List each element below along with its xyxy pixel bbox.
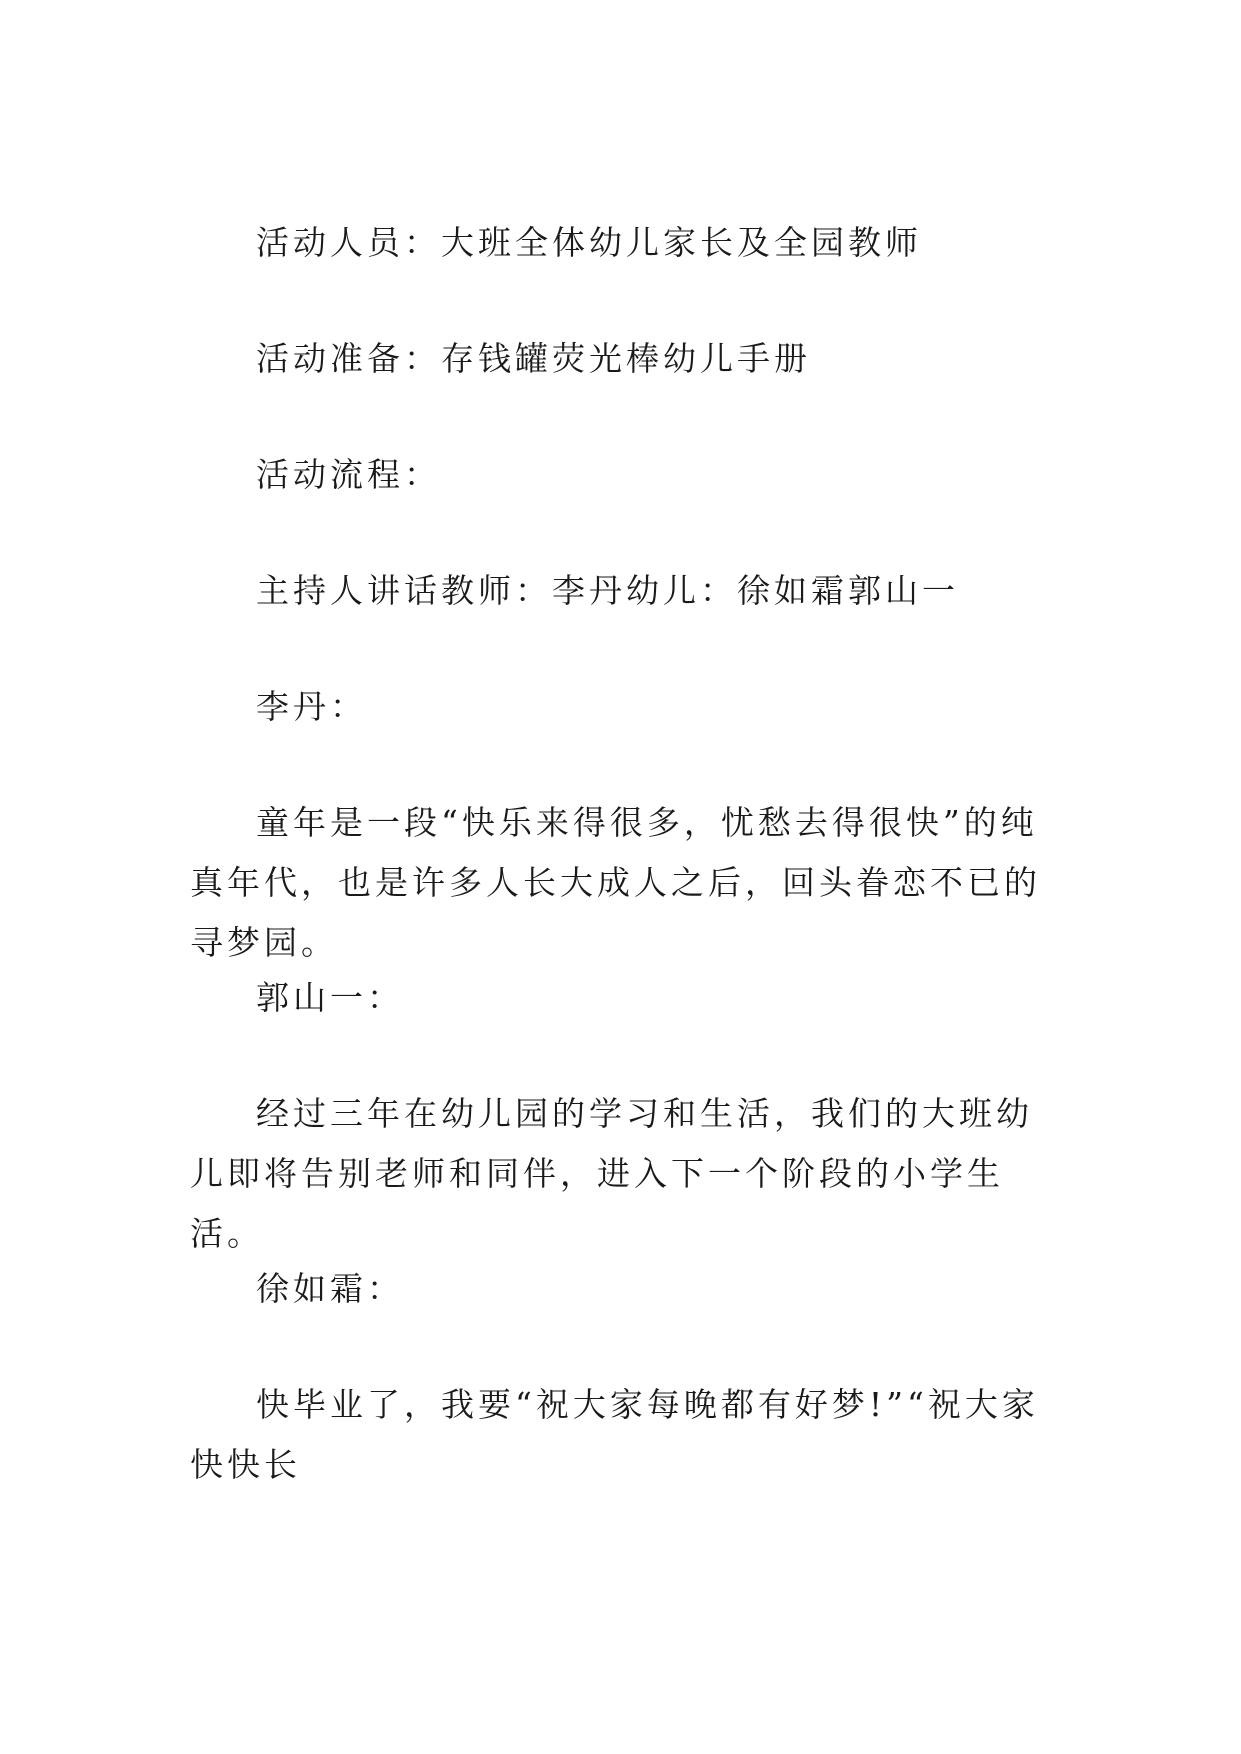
paragraph-hosts: 主持人讲话教师：李丹幼儿：徐如霜郭山一 [256, 571, 959, 610]
paragraph-xurushuang-speech: 快毕业了，我要“祝大家每晚都有好梦!”“祝大家快快长 [190, 1385, 1039, 1484]
paragraph-preparation: 活动准备：存钱罐荧光棒幼儿手册 [256, 339, 811, 378]
paragraph-guoshanyi-speech: 经过三年在幼儿园的学习和生活，我们的大班幼儿即将告别老师和同伴，进入下一个阶段的小学生活。 [190, 1094, 1033, 1253]
paragraph-process-heading: 活动流程： [256, 455, 441, 494]
speaker-label-guoshanyi: 郭山一： [256, 978, 404, 1017]
paragraph-lidan-speech: 童年是一段“快乐来得很多，忧愁去得很快”的纯真年代，也是许多人长大成人之后，回头眷恋不已的寻梦园。 [190, 803, 1041, 962]
speaker-label-lidan: 李丹： [256, 687, 367, 726]
paragraph-participants: 活动人员：大班全体幼儿家长及全园教师 [256, 223, 922, 262]
speaker-label-xurushuang: 徐如霜： [256, 1269, 404, 1308]
